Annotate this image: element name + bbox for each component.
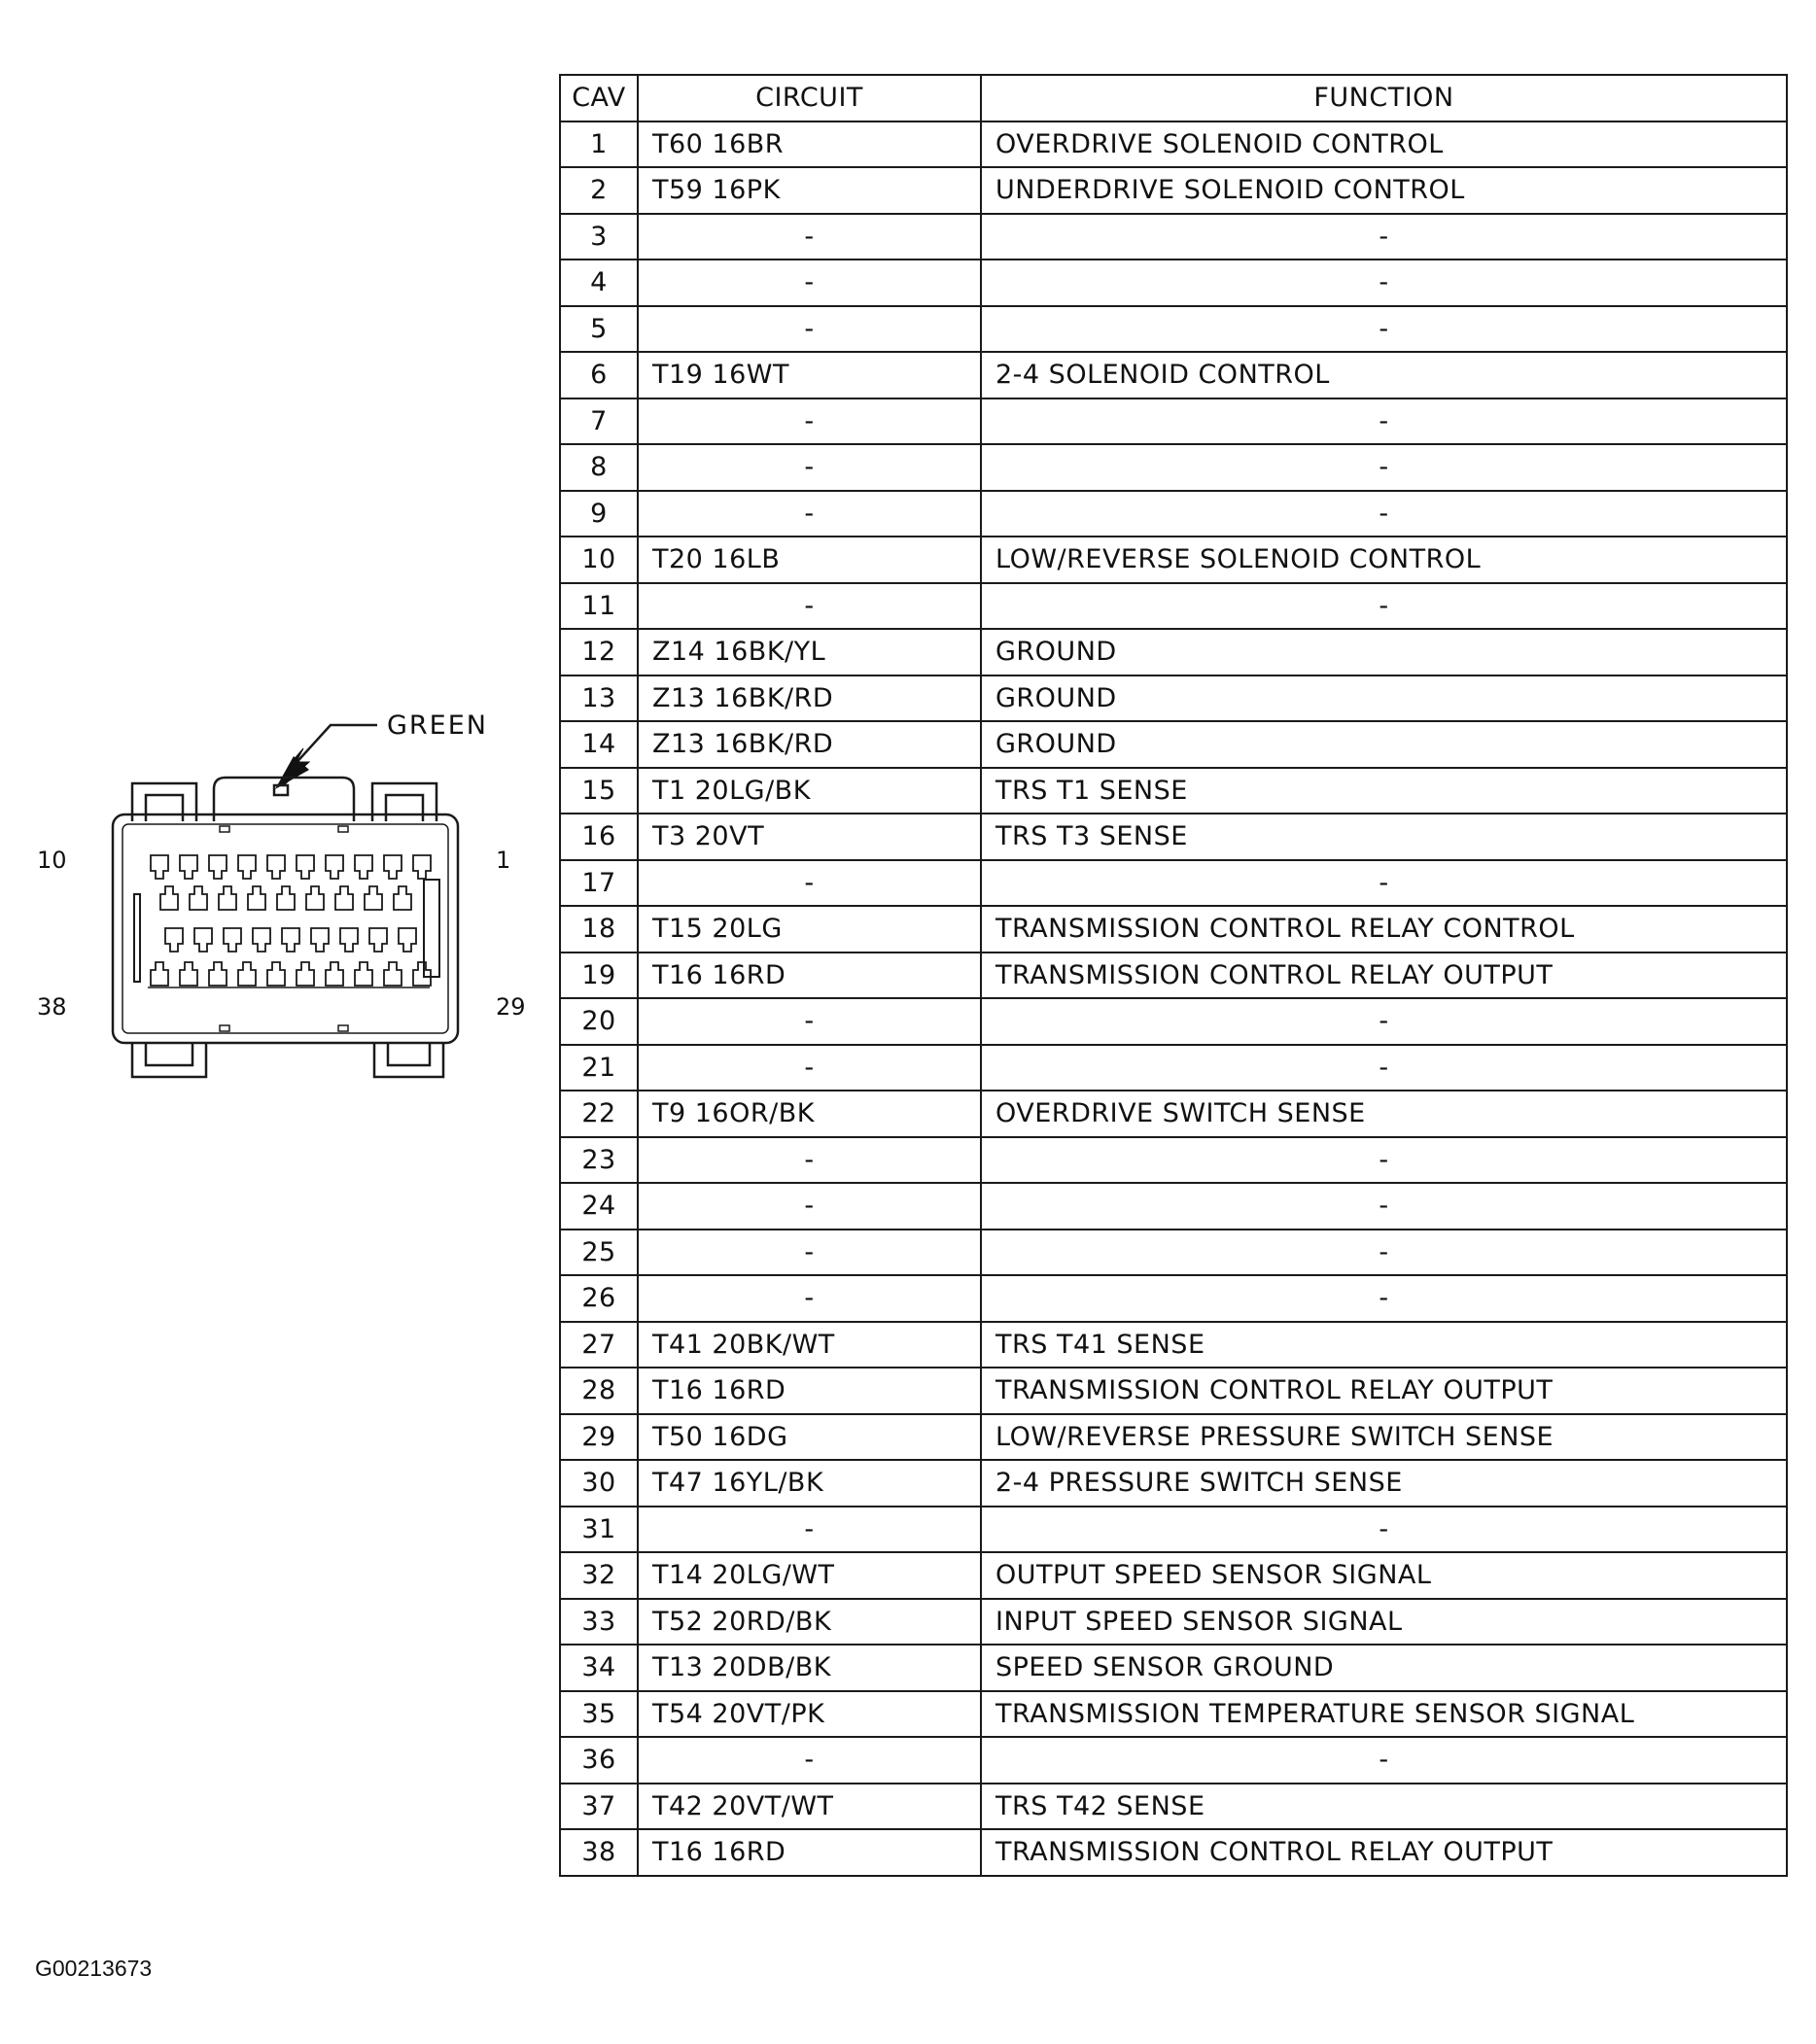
circuit-cell: T13 20DB/BK xyxy=(638,1645,981,1691)
cav-cell: 11 xyxy=(560,583,638,630)
cav-cell: 5 xyxy=(560,306,638,353)
circuit-cell: T15 20LG xyxy=(638,906,981,953)
circuit-cell: - xyxy=(638,1137,981,1184)
circuit-cell: T9 16OR/BK xyxy=(638,1091,981,1137)
circuit-cell: T1 20LG/BK xyxy=(638,768,981,814)
cav-cell: 30 xyxy=(560,1460,638,1507)
latch-bottom-left xyxy=(132,1043,206,1077)
circuit-cell: - xyxy=(638,260,981,306)
cav-cell: 9 xyxy=(560,491,638,537)
circuit-cell: T52 20RD/BK xyxy=(638,1599,981,1646)
function-cell: - xyxy=(981,1737,1787,1784)
pin-label-top-left: 10 xyxy=(37,847,67,874)
cav-cell: 14 xyxy=(560,721,638,768)
cav-cell: 27 xyxy=(560,1322,638,1368)
table-row xyxy=(560,1784,1787,1830)
pin-label-top-right: 1 xyxy=(496,847,511,874)
table-row xyxy=(560,953,1787,999)
function-cell: INPUT SPEED SENSOR SIGNAL xyxy=(981,1599,1787,1646)
circuit-cell: - xyxy=(638,491,981,537)
cav-cell: 23 xyxy=(560,1137,638,1184)
pin-label-bottom-right: 29 xyxy=(496,993,526,1021)
table-row xyxy=(560,583,1787,630)
cav-cell: 15 xyxy=(560,768,638,814)
table-row xyxy=(560,1275,1787,1322)
cav-cell: 2 xyxy=(560,167,638,214)
circuit-cell: - xyxy=(638,306,981,353)
pin-label-bottom-left: 38 xyxy=(37,993,67,1021)
cav-cell: 31 xyxy=(560,1507,638,1553)
function-cell: - xyxy=(981,583,1787,630)
cav-cell: 7 xyxy=(560,398,638,445)
circuit-cell: - xyxy=(638,444,981,491)
circuit-cell: - xyxy=(638,1737,981,1784)
circuit-cell: - xyxy=(638,398,981,445)
terminal-row-4 xyxy=(151,962,431,986)
cav-cell: 28 xyxy=(560,1368,638,1414)
function-cell: - xyxy=(981,1137,1787,1184)
circuit-cell: T3 20VT xyxy=(638,814,981,860)
circuit-cell: T14 20LG/WT xyxy=(638,1552,981,1599)
function-cell: SPEED SENSOR GROUND xyxy=(981,1645,1787,1691)
table-row xyxy=(560,998,1787,1045)
cav-cell: 33 xyxy=(560,1599,638,1646)
table-row xyxy=(560,1829,1787,1876)
table-row xyxy=(560,629,1787,676)
cav-cell: 12 xyxy=(560,629,638,676)
cav-cell: 35 xyxy=(560,1691,638,1738)
pinout-table xyxy=(559,74,1788,1877)
function-cell: TRANSMISSION TEMPERATURE SENSOR SIGNAL xyxy=(981,1691,1787,1738)
circuit-cell: - xyxy=(638,583,981,630)
table-row xyxy=(560,768,1787,814)
table-row xyxy=(560,1137,1787,1184)
function-cell: OVERDRIVE SOLENOID CONTROL xyxy=(981,121,1787,168)
table-row xyxy=(560,352,1787,398)
table-row xyxy=(560,444,1787,491)
table-row xyxy=(560,1552,1787,1599)
table-row xyxy=(560,814,1787,860)
circuit-cell: - xyxy=(638,1507,981,1553)
circuit-cell: T60 16BR xyxy=(638,121,981,168)
function-cell: TRS T41 SENSE xyxy=(981,1322,1787,1368)
header-cav: CAV xyxy=(560,75,638,121)
cav-cell: 4 xyxy=(560,260,638,306)
table-row xyxy=(560,260,1787,306)
circuit-cell: - xyxy=(638,214,981,260)
circuit-cell: Z13 16BK/RD xyxy=(638,721,981,768)
cav-cell: 21 xyxy=(560,1045,638,1091)
cav-cell: 13 xyxy=(560,676,638,722)
table-header-row xyxy=(560,75,1787,121)
table-row xyxy=(560,906,1787,953)
cav-cell: 16 xyxy=(560,814,638,860)
circuit-cell: Z13 16BK/RD xyxy=(638,676,981,722)
latch-bottom-right xyxy=(374,1043,443,1077)
table-row xyxy=(560,121,1787,168)
table-row xyxy=(560,1737,1787,1784)
table-row xyxy=(560,721,1787,768)
function-cell: - xyxy=(981,1275,1787,1322)
cav-cell: 32 xyxy=(560,1552,638,1599)
leader-line xyxy=(292,725,377,768)
cav-cell: 6 xyxy=(560,352,638,398)
cav-cell: 3 xyxy=(560,214,638,260)
function-cell: LOW/REVERSE SOLENOID CONTROL xyxy=(981,537,1787,583)
function-cell: - xyxy=(981,860,1787,907)
circuit-cell: - xyxy=(638,1045,981,1091)
circuit-cell: T16 16RD xyxy=(638,953,981,999)
cav-cell: 26 xyxy=(560,1275,638,1322)
cav-cell: 8 xyxy=(560,444,638,491)
function-cell: GROUND xyxy=(981,676,1787,722)
function-cell: - xyxy=(981,444,1787,491)
circuit-cell: Z14 16BK/YL xyxy=(638,629,981,676)
function-cell: - xyxy=(981,398,1787,445)
cav-cell: 18 xyxy=(560,906,638,953)
table-row xyxy=(560,214,1787,260)
table-row xyxy=(560,491,1787,537)
header-circuit: CIRCUIT xyxy=(638,75,981,121)
cav-cell: 20 xyxy=(560,998,638,1045)
table-row xyxy=(560,1368,1787,1414)
connector-diagram xyxy=(0,0,544,1166)
function-cell: - xyxy=(981,491,1787,537)
table-row xyxy=(560,1091,1787,1137)
table-row xyxy=(560,1183,1787,1230)
circuit-cell: T59 16PK xyxy=(638,167,981,214)
table-row xyxy=(560,1414,1787,1461)
cav-cell: 22 xyxy=(560,1091,638,1137)
cav-cell: 37 xyxy=(560,1784,638,1830)
cav-cell: 17 xyxy=(560,860,638,907)
function-cell: OUTPUT SPEED SENSOR SIGNAL xyxy=(981,1552,1787,1599)
connector-color-label: GREEN xyxy=(387,710,488,741)
table-row xyxy=(560,1691,1787,1738)
cav-cell: 19 xyxy=(560,953,638,999)
cav-cell: 29 xyxy=(560,1414,638,1461)
function-cell: - xyxy=(981,1183,1787,1230)
function-cell: - xyxy=(981,998,1787,1045)
circuit-cell: - xyxy=(638,1275,981,1322)
function-cell: 2-4 PRESSURE SWITCH SENSE xyxy=(981,1460,1787,1507)
function-cell: - xyxy=(981,306,1787,353)
table-row xyxy=(560,398,1787,445)
circuit-cell: T54 20VT/PK xyxy=(638,1691,981,1738)
circuit-cell: - xyxy=(638,998,981,1045)
function-cell: - xyxy=(981,1507,1787,1553)
function-cell: TRANSMISSION CONTROL RELAY OUTPUT xyxy=(981,1829,1787,1876)
circuit-cell: T19 16WT xyxy=(638,352,981,398)
function-cell: LOW/REVERSE PRESSURE SWITCH SENSE xyxy=(981,1414,1787,1461)
pinout-rows xyxy=(560,121,1787,1876)
table-row xyxy=(560,1460,1787,1507)
terminal-row-2 xyxy=(160,886,411,910)
table-row xyxy=(560,1322,1787,1368)
circuit-cell: T47 16YL/BK xyxy=(638,1460,981,1507)
cav-cell: 36 xyxy=(560,1737,638,1784)
circuit-cell: - xyxy=(638,1183,981,1230)
circuit-cell: T16 16RD xyxy=(638,1829,981,1876)
table-row xyxy=(560,167,1787,214)
terminal-row-1 xyxy=(151,855,431,879)
function-cell: 2-4 SOLENOID CONTROL xyxy=(981,352,1787,398)
cav-cell: 1 xyxy=(560,121,638,168)
function-cell: - xyxy=(981,260,1787,306)
function-cell: OVERDRIVE SWITCH SENSE xyxy=(981,1091,1787,1137)
cav-cell: 24 xyxy=(560,1183,638,1230)
table-row xyxy=(560,1230,1787,1276)
function-cell: TRANSMISSION CONTROL RELAY CONTROL xyxy=(981,906,1787,953)
function-cell: TRS T42 SENSE xyxy=(981,1784,1787,1830)
function-cell: TRANSMISSION CONTROL RELAY OUTPUT xyxy=(981,953,1787,999)
cav-cell: 38 xyxy=(560,1829,638,1876)
function-cell: - xyxy=(981,1230,1787,1276)
table-row xyxy=(560,860,1787,907)
table-row xyxy=(560,676,1787,722)
table-row xyxy=(560,306,1787,353)
circuit-cell: - xyxy=(638,1230,981,1276)
function-cell: UNDERDRIVE SOLENOID CONTROL xyxy=(981,167,1787,214)
header-function: FUNCTION xyxy=(981,75,1787,121)
table-row xyxy=(560,1045,1787,1091)
circuit-cell: T42 20VT/WT xyxy=(638,1784,981,1830)
circuit-cell: T50 16DG xyxy=(638,1414,981,1461)
figure-id: G00213673 xyxy=(35,1956,153,1981)
function-cell: GROUND xyxy=(981,629,1787,676)
cav-cell: 34 xyxy=(560,1645,638,1691)
function-cell: TRS T1 SENSE xyxy=(981,768,1787,814)
function-cell: TRANSMISSION CONTROL RELAY OUTPUT xyxy=(981,1368,1787,1414)
cav-cell: 25 xyxy=(560,1230,638,1276)
circuit-cell: - xyxy=(638,860,981,907)
circuit-cell: T16 16RD xyxy=(638,1368,981,1414)
terminal-row-3 xyxy=(165,928,416,952)
function-cell: - xyxy=(981,214,1787,260)
function-cell: TRS T3 SENSE xyxy=(981,814,1787,860)
table-row xyxy=(560,1507,1787,1553)
circuit-cell: T41 20BK/WT xyxy=(638,1322,981,1368)
cav-cell: 10 xyxy=(560,537,638,583)
function-cell: GROUND xyxy=(981,721,1787,768)
table-row xyxy=(560,1645,1787,1691)
table-row xyxy=(560,537,1787,583)
function-cell: - xyxy=(981,1045,1787,1091)
circuit-cell: T20 16LB xyxy=(638,537,981,583)
table-row xyxy=(560,1599,1787,1646)
